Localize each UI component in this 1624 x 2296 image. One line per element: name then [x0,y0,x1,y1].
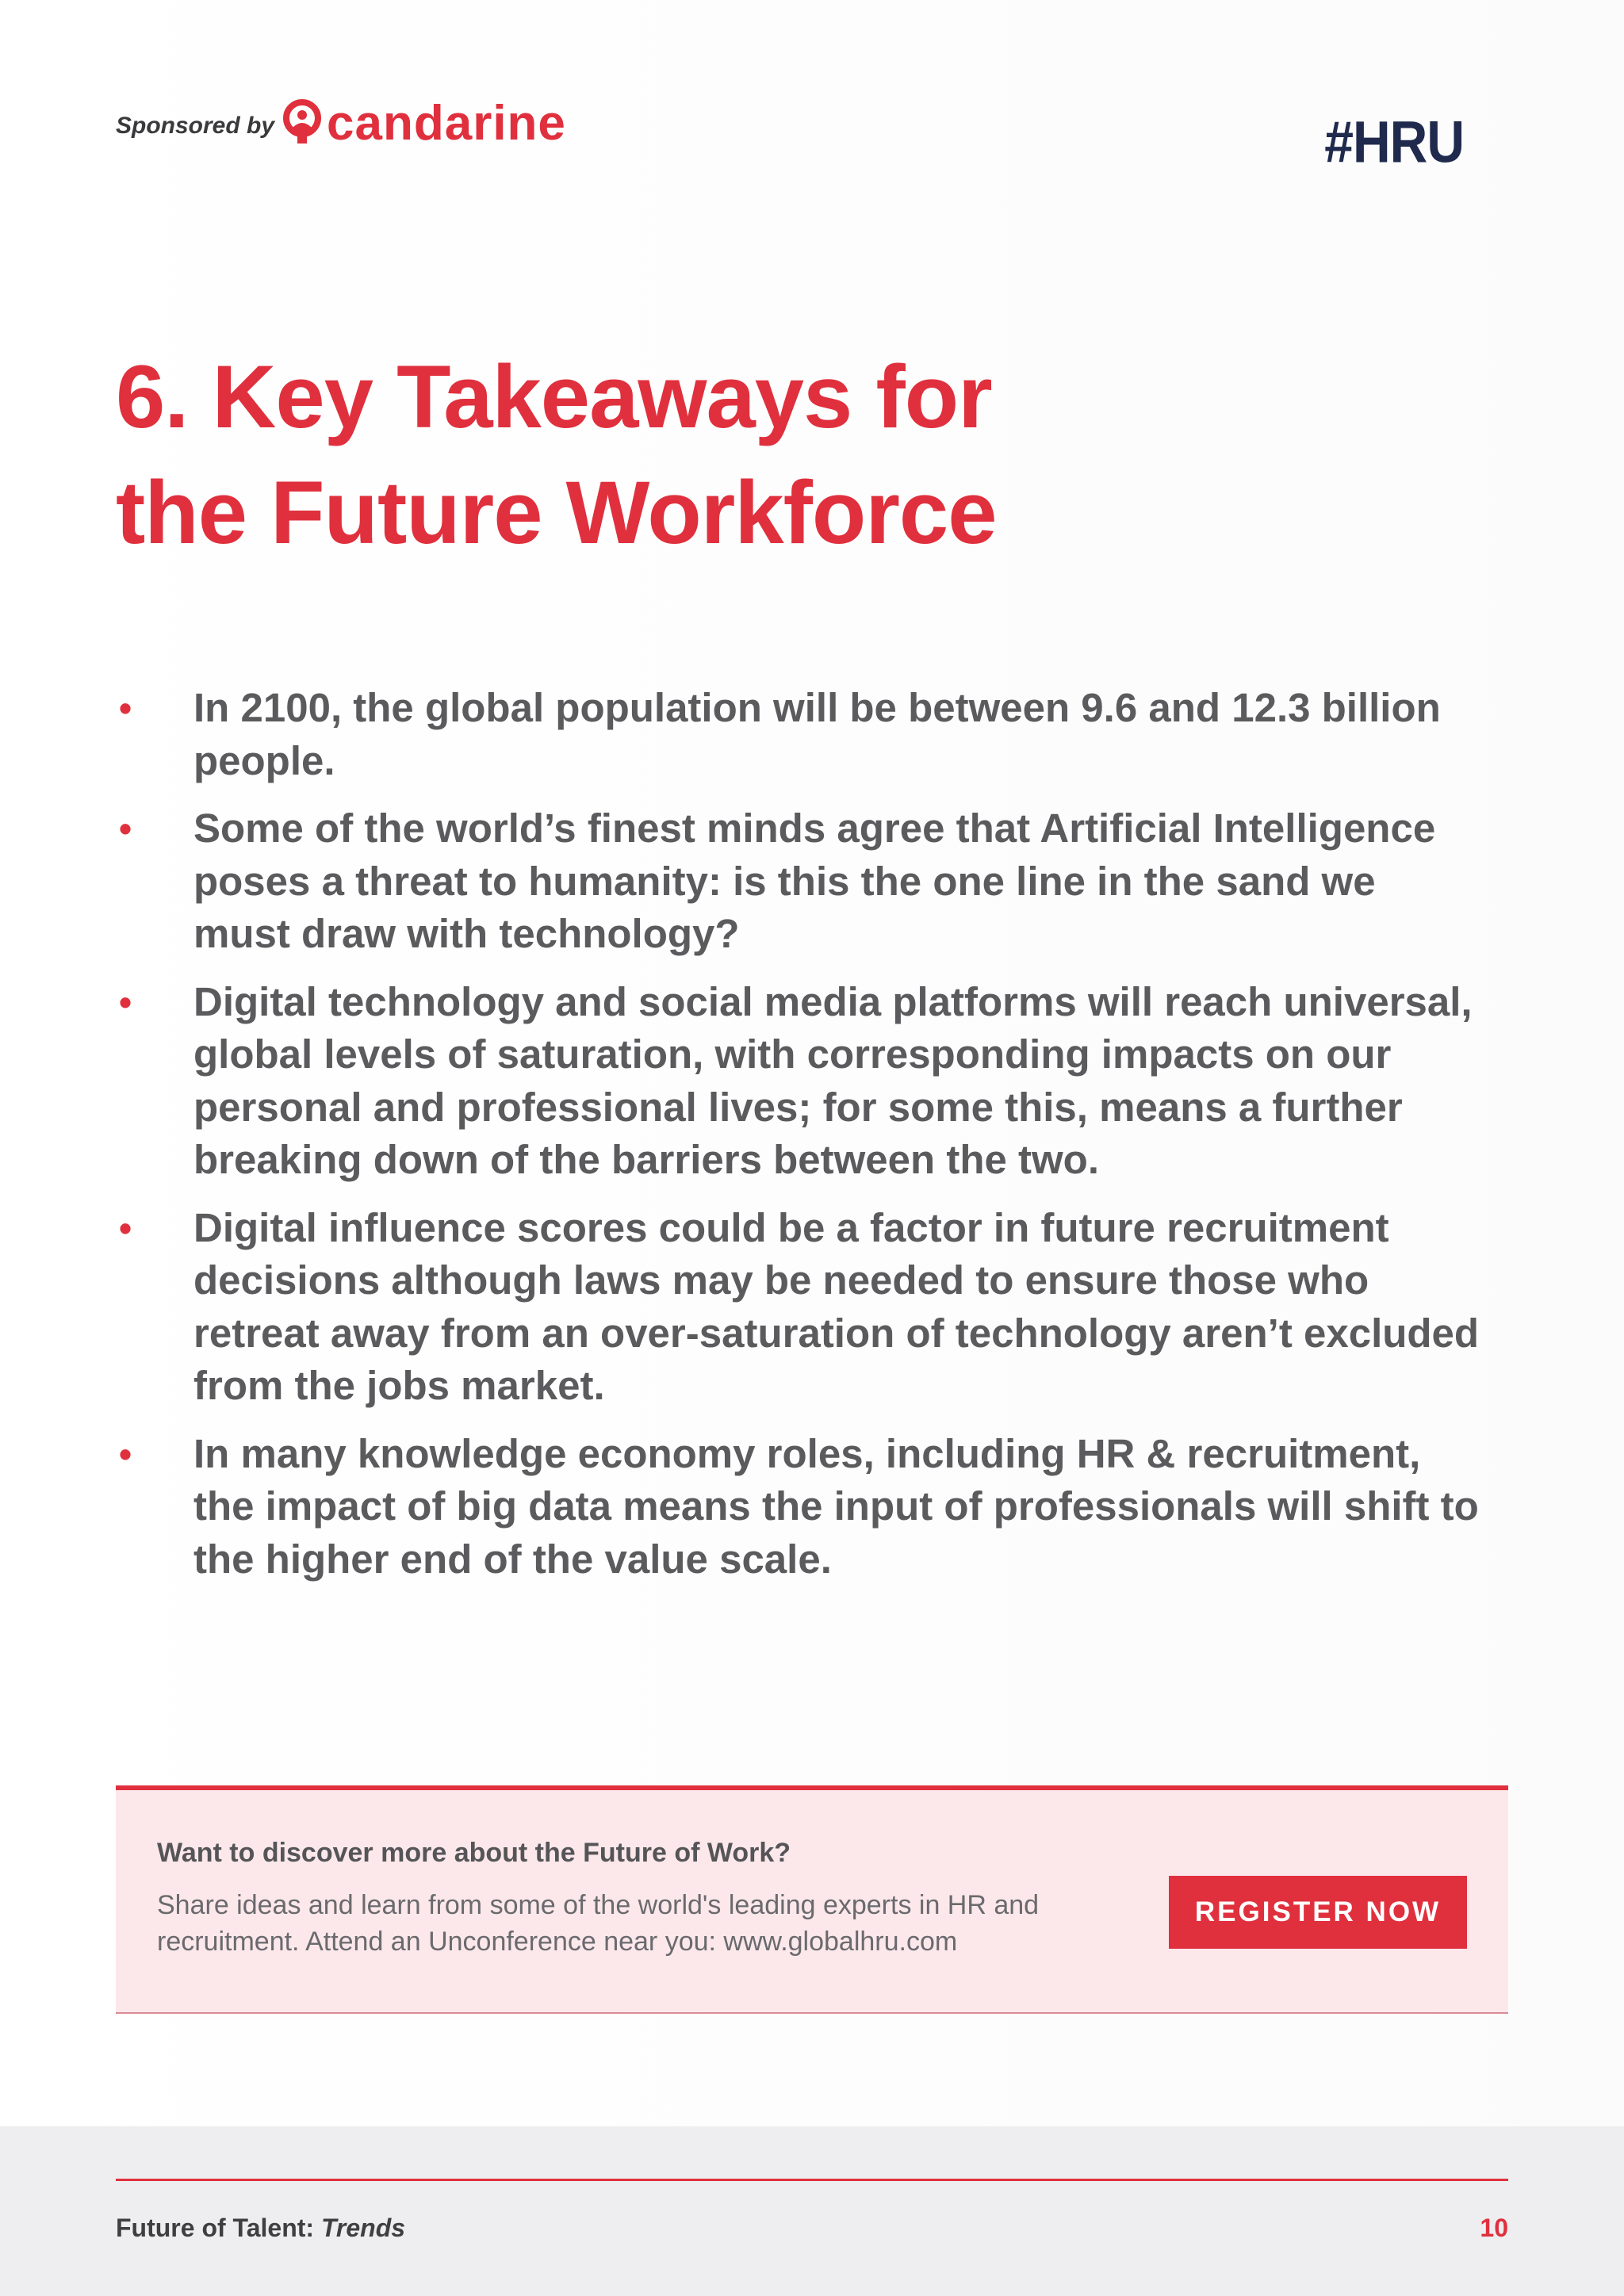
list-item [116,682,1480,787]
candarine-logo-icon [282,99,322,148]
page-title [116,339,997,571]
register-now-button[interactable]: REGISTER NOW [1169,1876,1467,1949]
page-title-line-1: 6. Key Takeaways for [116,347,992,446]
list-item-text: In many knowledge economy roles, including HR & recruitment, the impact of big data means the input of professionals will shift to the higher end of the value scale. [193,1430,1479,1582]
bullet-icon: • [119,1207,132,1249]
cta-heading: Want to discover more about the Future of Work? [157,1838,791,1868]
list-item [116,802,1480,961]
takeaways-list [116,682,1480,1601]
list-item [116,1428,1480,1586]
footer-publication-title [116,2214,405,2243]
list-item [116,976,1480,1187]
bullet-icon: • [119,1433,132,1475]
cta-body: Share ideas and learn from some of the world's leading experts in HR and recruitment. Attend an Unconference near you: www.globalhru.com [157,1890,1040,1957]
footer-divider [116,2179,1508,2181]
footer-subtitle: Trends [320,2214,406,2242]
hru-logo: #HRU [1324,109,1464,174]
bullet-icon: • [119,808,132,849]
page-title-line-2: the Future Workforce [116,463,997,562]
page-number: 10 [1480,2214,1508,2242]
page-header [116,96,1464,174]
list-item-text: Digital technology and social media platforms will reach universal, global levels of saturation, with corresponding impacts on our personal and professional lives; for some this, means a further breaking down of the barriers between the two. [193,978,1473,1182]
cta-banner [116,1785,1508,2014]
list-item-text: In 2100, the global population will be between 9.6 and 12.3 billion people. [193,685,1441,783]
sponsor-logo [282,95,566,151]
list-item-text: Some of the world’s finest minds agree that Artificial Intelligence poses a threat to humanity: is this the one line in the sand we must draw with technology? [193,806,1436,956]
footer-title: Future of Talent: [116,2214,315,2242]
sponsored-label: Sponsored by [116,113,275,139]
bullet-icon: • [119,687,132,729]
page-footer [0,2126,1624,2296]
sponsor-name: candarine [327,96,566,151]
list-item-text: Digital influence scores could be a factor in future recruitment decisions although laws may be needed to ensure those who retreat away from an over-saturation of technology aren’t excluded from the jobs market. [193,1204,1480,1408]
list-item [116,1202,1480,1413]
bullet-icon: • [119,981,132,1023]
